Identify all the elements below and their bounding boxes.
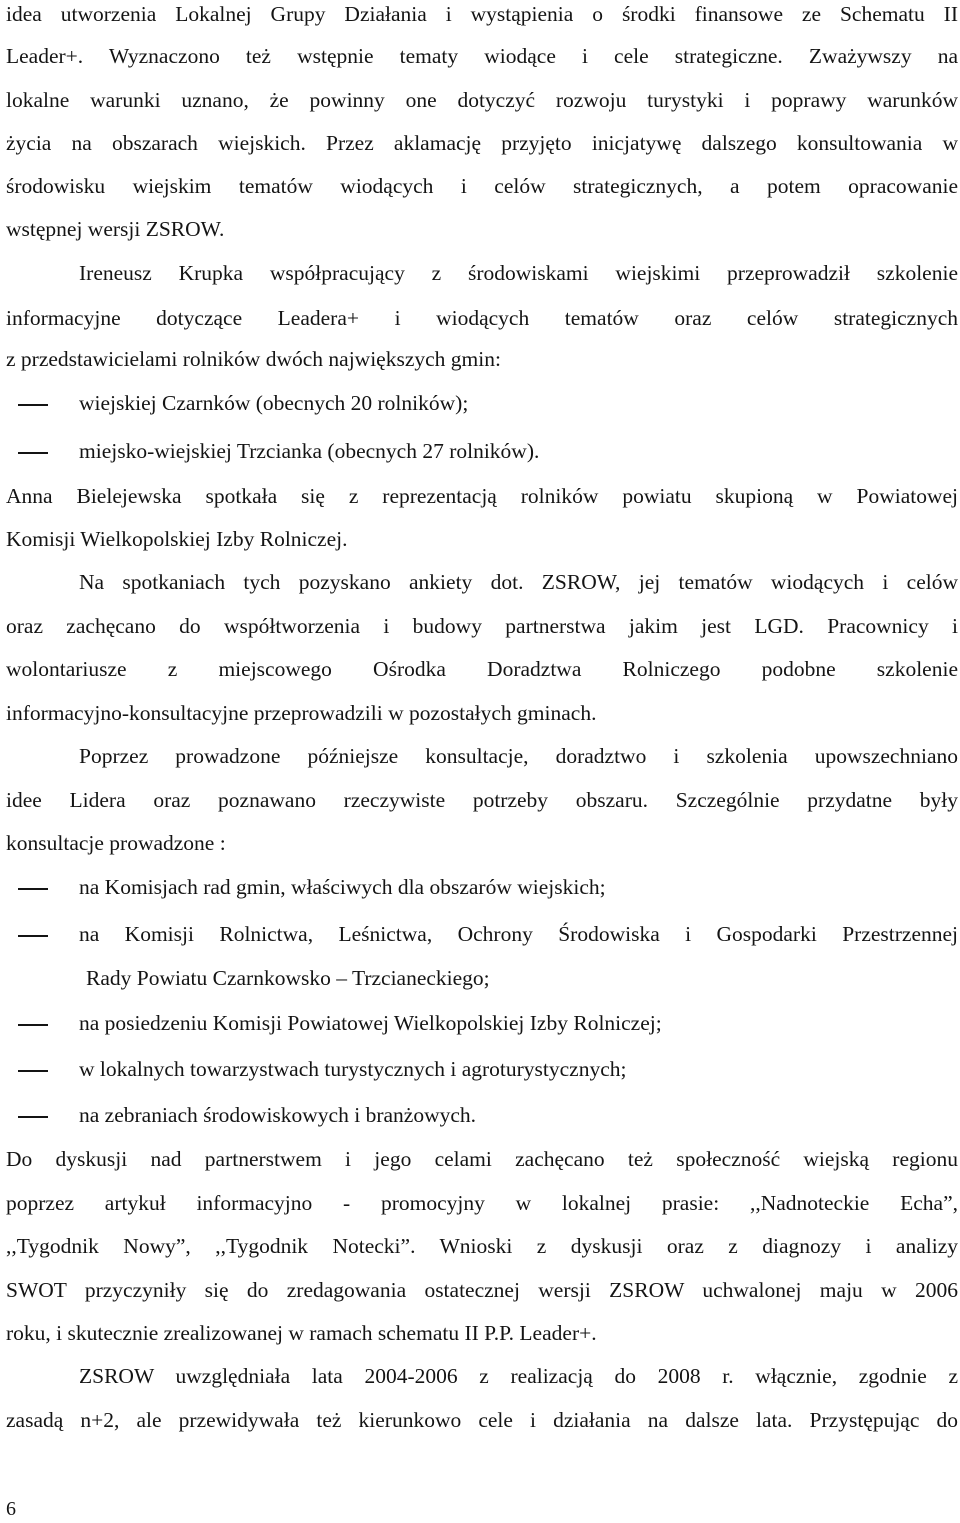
text-line: informacyjno-konsultacyjne przeprowadzili w pozostałych gminach. xyxy=(6,701,597,725)
dash-bullet xyxy=(6,1099,66,1131)
list-item-continuation: Rady Powiatu Czarnkowsko – Trzcianeckiego; xyxy=(86,966,490,990)
dash-bullet xyxy=(6,1007,66,1039)
list-item: wiejskiej Czarnków (obecnych 20 rolników); xyxy=(79,391,469,415)
page-number: 6 xyxy=(6,1498,16,1520)
list-item: miejsko-wiejskiej Trzcianka (obecnych 27 rolników). xyxy=(79,439,540,463)
dash-bullet xyxy=(6,918,66,950)
text-line: Do dyskusji nad partnerstwem i jego celami zachęcano też społeczność wiejską regionu xyxy=(6,1147,958,1171)
dash-bullet xyxy=(6,871,66,903)
text-line: Leader+. Wyznaczono też wstępnie tematy wiodące i cele strategiczne. Zważywszy na xyxy=(6,44,958,68)
list-item: na Komisji Rolnictwa, Leśnictwa, Ochrony Środowiska i Gospodarki Przestrzennej xyxy=(79,922,958,946)
text-line: ZSROW uwzględniała lata 2004-2006 z realizacją do 2008 r. włącznie, zgodnie z xyxy=(79,1364,958,1388)
dash-bullet xyxy=(6,435,66,467)
text-line: informacyjne dotyczące Leadera+ i wiodących tematów oraz celów strategicznych xyxy=(6,306,958,330)
list-item: na zebraniach środowiskowych i branżowych. xyxy=(79,1103,477,1127)
dash-bullet xyxy=(6,387,66,419)
text-line: Poprzez prowadzone późniejsze konsultacje, doradztwo i szkolenia upowszechniano xyxy=(79,744,958,768)
text-line: zasadą n+2, ale przewidywała też kierunkowo cele i działania na dalsze lata. Przystępując do xyxy=(6,1408,958,1432)
text-line: oraz zachęcano do współtworzenia i budowy partnerstwa jakim jest LGD. Pracownicy i xyxy=(6,614,958,638)
list-item: w lokalnych towarzystwach turystycznych i agroturystycznych; xyxy=(79,1057,627,1081)
list-item: na Komisjach rad gmin, właściwych dla obszarów wiejskich; xyxy=(79,875,606,899)
text-line: idea utworzenia Lokalnej Grupy Działania i wystąpienia o środki finansowe ze Schematu II xyxy=(6,2,958,26)
text-line: z przedstawicielami rolników dwóch największych gmin: xyxy=(6,347,501,371)
text-line: wstępnej wersji ZSROW. xyxy=(6,217,225,241)
text-line: środowisku wiejskim tematów wiodących i celów strategicznych, a potem opracowanie xyxy=(6,174,958,198)
text-line: SWOT przyczyniły się do zredagowania ostatecznej wersji ZSROW uchwalonej maju w 2006 xyxy=(6,1278,958,1302)
text-line: życia na obszarach wiejskich. Przez aklamację przyjęto inicjatywę dalszego konsultowania w xyxy=(6,131,958,155)
list-item: na posiedzeniu Komisji Powiatowej Wielkopolskiej Izby Rolniczej; xyxy=(79,1011,662,1035)
text-line: idee Lidera oraz poznawano rzeczywiste potrzeby obszaru. Szczególnie przydatne były xyxy=(6,788,958,812)
text-line: ,,Tygodnik Nowy”, ,,Tygodnik Notecki”. Wnioski z dyskusji oraz z diagnozy i analizy xyxy=(6,1234,958,1258)
dash-bullet xyxy=(6,1053,66,1085)
text-line: lokalne warunki uznano, że powinny one dotyczyć rozwoju turystyki i poprawy warunków xyxy=(6,88,958,112)
text-line: Anna Bielejewska spotkała się z reprezentacją rolników powiatu skupioną w Powiatowej xyxy=(6,484,958,508)
text-line: konsultacje prowadzone : xyxy=(6,831,226,855)
text-line: Ireneusz Krupka współpracujący z środowiskami wiejskimi przeprowadził szkolenie xyxy=(79,261,958,285)
text-line: wolontariusze z miejscowego Ośrodka Doradztwa Rolniczego podobne szkolenie xyxy=(6,657,958,681)
text-line: Na spotkaniach tych pozyskano ankiety dot. ZSROW, jej tematów wiodących i celów xyxy=(79,570,958,594)
text-line: Komisji Wielkopolskiej Izby Rolniczej. xyxy=(6,527,348,551)
text-line: poprzez artykuł informacyjno - promocyjny w lokalnej prasie: ,,Nadnoteckie Echa”, xyxy=(6,1191,958,1215)
text-line: roku, i skutecznie zrealizowanej w ramach schematu II P.P. Leader+. xyxy=(6,1321,597,1345)
